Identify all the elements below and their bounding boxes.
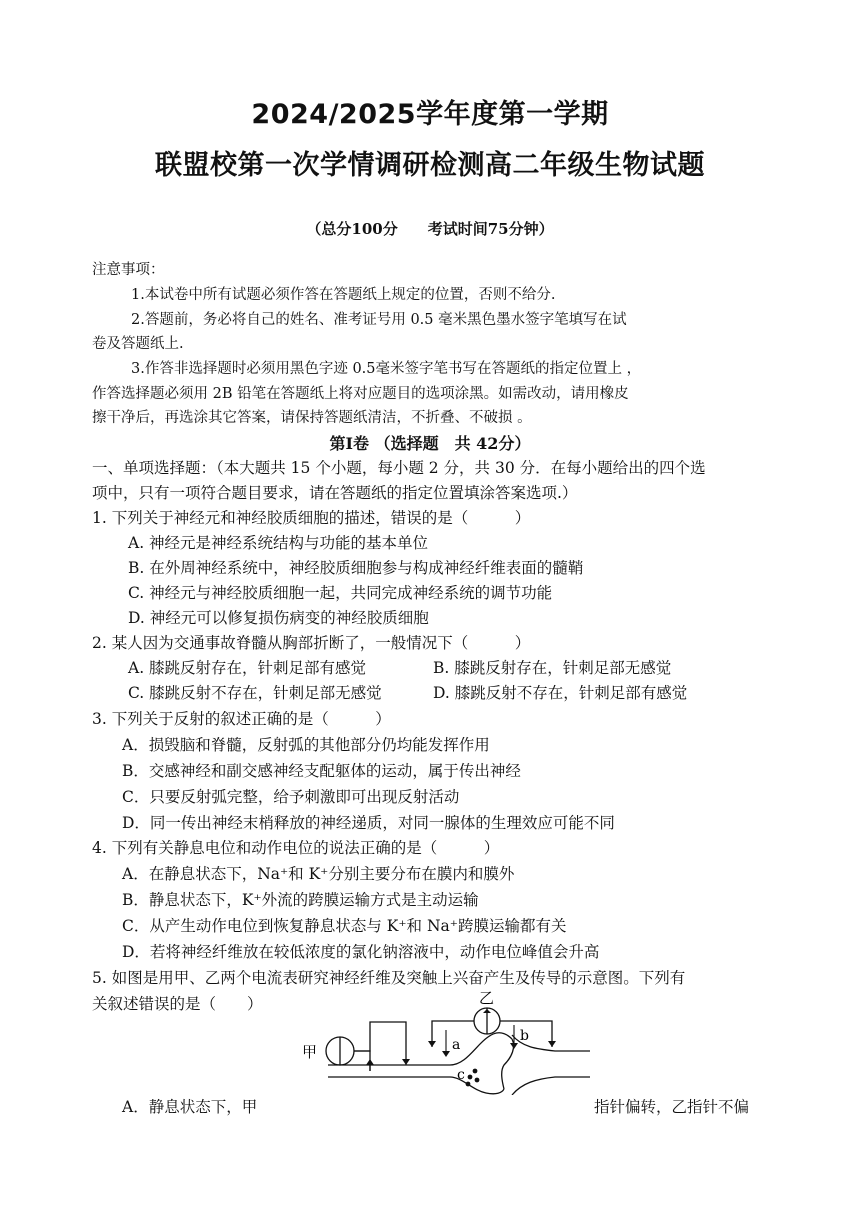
question-option: A．在静息状态下，Na⁺和 K⁺分别主要分布在膜内和膜外 — [122, 865, 515, 883]
question-option: A．损毁脑和脊髓，反射弧的其他部分仍均能发挥作用 — [122, 736, 490, 754]
notice-line: 擦干净后，再选涂其它答案，请保持答题纸清洁，不折叠、不破损 。 — [92, 410, 532, 426]
notice-line: 1.本试卷中所有试题必须作答在答题纸上规定的位置，否则不给分. — [131, 287, 556, 303]
question-stem: 关叙述错误的是（ ） — [92, 995, 263, 1013]
notice-line: 作答选择题必须用 2B 铅笔在答题纸上将对应题目的选项涂黑。如需改动，请用橡皮 — [92, 386, 629, 402]
question-stem: 4. 下列有关静息电位和动作电位的说法正确的是（ ） — [92, 839, 500, 857]
question-option: B. 在外周神经系统中，神经胶质细胞参与构成神经纤维表面的髓鞘 — [128, 559, 584, 577]
question-option: C．只要反射弧完整，给予刺激即可出现反射活动 — [122, 788, 460, 806]
question-option: D. 膝跳反射不存在，针刺足部有感觉 — [433, 684, 688, 702]
section-title: 第Ⅰ卷 （选择题 共 42分） — [329, 434, 531, 453]
figure-label-c: c — [457, 1067, 465, 1083]
question-option: C．从产生动作电位到恢复静息状态与 K⁺和 Na⁺跨膜运输都有关 — [122, 917, 567, 935]
exam-title-line2: 联盟校第一次学情调研检测高二年级生物试题 — [155, 150, 705, 181]
question-option: D. 神经元可以修复损伤病变的神经胶质细胞 — [128, 609, 429, 627]
figure-label-b: b — [520, 1028, 529, 1044]
question-option: A．静息状态下，甲 — [122, 1098, 258, 1116]
question-option: D．若将神经纤维放在较低浓度的氯化钠溶液中，动作电位峰值会升高 — [122, 943, 600, 961]
exam-meta: （总分100分 考试时间75分钟） — [306, 220, 554, 238]
exam-title-line1: 2024/2025学年度第一学期 — [251, 99, 609, 130]
question-option: A. 神经元是神经系统结构与功能的基本单位 — [128, 534, 429, 552]
question-option: D．同一传出神经末梢释放的神经递质，对同一腺体的生理效应可能不同 — [122, 814, 615, 832]
neuron-synapse-figure — [290, 985, 590, 1095]
notice-line: 2.答题前，务必将自己的姓名、准考证号用 0.5 毫米黑色墨水签字笔填写在试 — [131, 312, 627, 328]
notice-line: 3.作答非选择题时必须用黑色字迹 0.5毫米签字笔书写在答题纸的指定位置上 ， — [131, 361, 642, 377]
question-option: 指针偏转，乙指针不偏 — [594, 1098, 750, 1116]
question-option: B．交感神经和副交感神经支配躯体的运动，属于传出神经 — [122, 762, 521, 780]
question-stem: 3. 下列关于反射的叙述正确的是（ ） — [92, 710, 391, 728]
question-stem: 2. 某人因为交通事故脊髓从胸部折断了，一般情况下（ ） — [92, 634, 531, 652]
question-option: C. 膝跳反射不存在，针刺足部无感觉 — [128, 684, 382, 702]
notice-line: 卷及答题纸上. — [92, 336, 184, 352]
question-stem: 1. 下列关于神经元和神经胶质细胞的描述，错误的是（ ） — [92, 509, 531, 527]
figure-label-yi: 乙 — [479, 989, 495, 1007]
question-option: C. 神经元与神经胶质细胞一起，共同完成神经系统的调节功能 — [128, 584, 553, 602]
question-stem: 5. 如图是用甲、乙两个电流表研究神经纤维及突触上兴奋产生及传导的示意图。下列有 — [92, 969, 686, 987]
figure-label-a: a — [452, 1037, 461, 1053]
question-option: B．静息状态下，K⁺外流的跨膜运输方式是主动运输 — [122, 891, 479, 909]
question-option: A. 膝跳反射存在，针刺足部有感觉 — [128, 659, 367, 677]
figure-label-jia: 甲 — [302, 1043, 318, 1061]
notice-heading: 注意事项： — [92, 262, 165, 278]
section-intro: 项中，只有一项符合题目要求，请在答题纸的指定位置填涂答案选项.） — [92, 484, 578, 502]
section-intro: 一、单项选择题：（本大题共 15 个小题，每小题 2 分，共 30 分．在每小题给出的四个选 — [92, 459, 706, 477]
question-option: B. 膝跳反射存在，针刺足部无感觉 — [433, 659, 672, 677]
